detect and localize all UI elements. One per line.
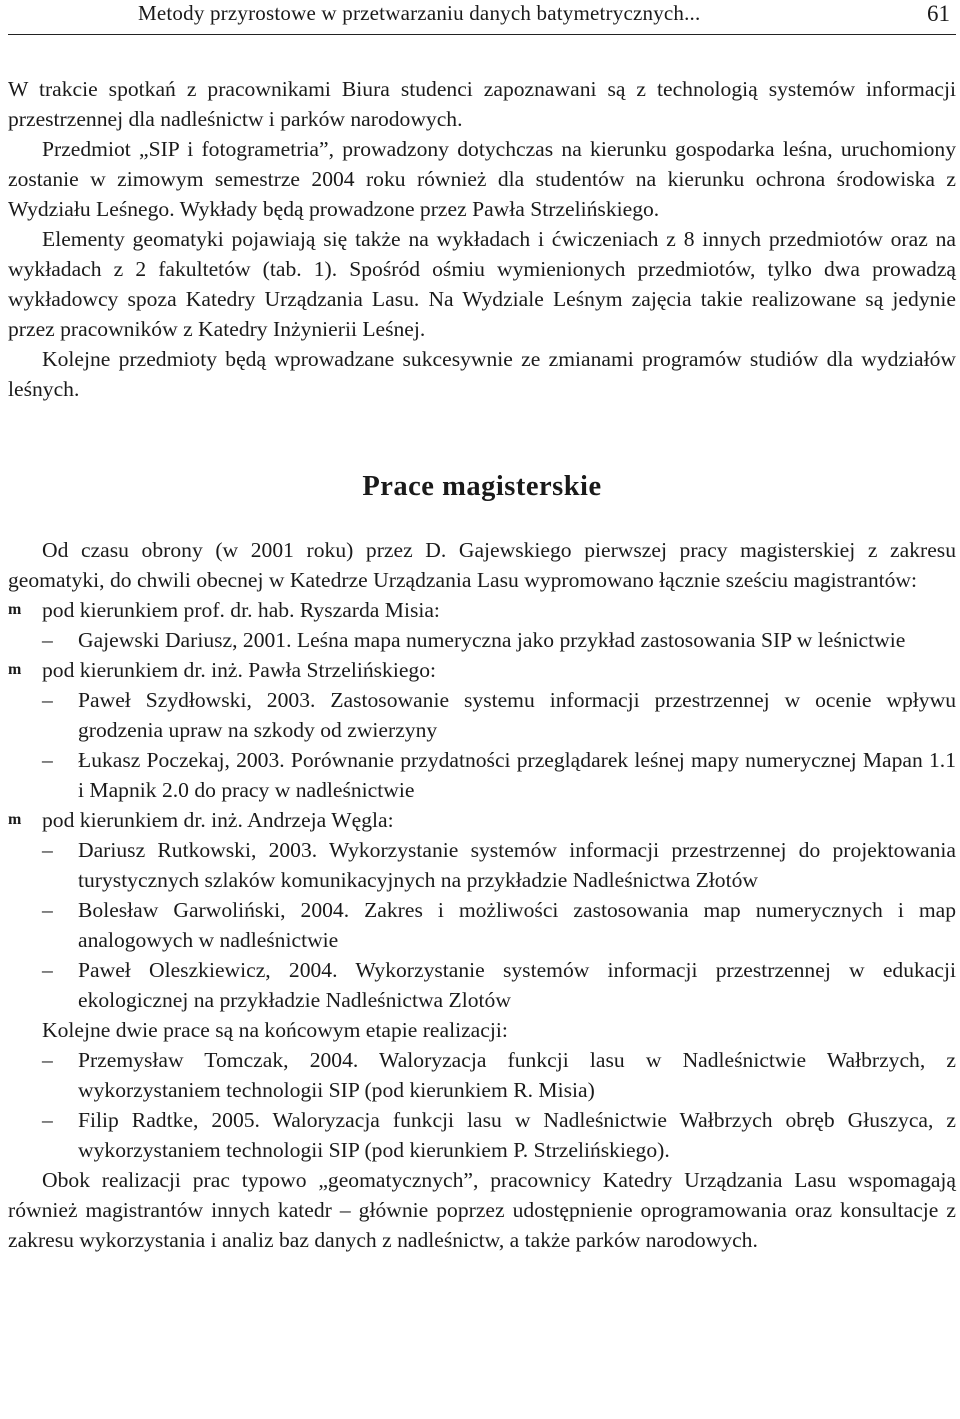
bullet-marker: m xyxy=(8,601,22,618)
dash-marker: – xyxy=(42,1048,53,1072)
thesis-item xyxy=(8,625,956,655)
dash-marker: – xyxy=(42,688,53,712)
page-number: 61 xyxy=(927,1,950,26)
thesis-text: Filip Radtke, 2005. Waloryzacja funkcji lasu w Nadleśnictwie Wałbrzych obręb Głuszyca, z wykorzystaniem technologii SIP (pod kierunkiem P. Strzelińskiego). xyxy=(78,1108,956,1162)
bullet-marker: m xyxy=(8,811,22,828)
thesis-text: Paweł Szydłowski, 2003. Zastosowanie systemu informacji przestrzennej w ocenie wpływu grodzenia upraw na szkody od zwierzyny xyxy=(78,688,956,742)
thesis-text: Gajewski Dariusz, 2001. Leśna mapa numeryczna jako przykład zastosowania SIP w leśnictwie xyxy=(78,628,906,652)
ongoing-thesis-item xyxy=(8,1045,956,1105)
intro-paragraph-2: Przedmiot „SIP i fotogrametria”, prowadzony dotychczas na kierunku gospodarka leśna, uruchomiony zostanie w zimowym semestrze 2004 roku również dla studentów na kierunku ochrona środowiska z Wydziału Leśnego. Wykłady będą prowadzone przez Pawła Strzelińskiego. xyxy=(8,137,956,221)
intro-paragraph-3: Elementy geomatyki pojawiają się także na wykładach i ćwiczeniach z 8 innych przedmiotów oraz na wykładach z 2 fakultetów (tab. 1). Spośród ośmiu wymienionych przedmiotów, tylko dwa prowadzą wykładowcy spoza Katedry Urządzania Lasu. Na Wydziale Leśnym zajęcia takie realizowane są jedynie przez pracowników z Katedry Inżynierii Leśnej. xyxy=(8,227,956,341)
thesis-item xyxy=(8,745,956,805)
dash-marker: – xyxy=(42,748,53,772)
closing-paragraph: Obok realizacji prac typowo „geomatycznych”, pracownicy Katedry Urządzania Lasu wspomagają również magistrantów innych katedr – głównie poprzez udostępnienie oprogramowania oraz konsultacje z zakresu wykorzystania i analiz baz danych z nadleśnictw, a także parków narodowych. xyxy=(8,1168,956,1252)
dash-marker: – xyxy=(42,628,53,652)
thesis-text: Bolesław Garwoliński, 2004. Zakres i możliwości zastosowania map numerycznych i map analogowych w nadleśnictwie xyxy=(78,898,956,952)
dash-marker: – xyxy=(42,838,53,862)
supervisor-item xyxy=(8,805,956,835)
section-lead-paragraph: Od czasu obrony (w 2001 roku) przez D. Gajewskiego pierwszej pracy magisterskiej z zakresu geomatyki, do chwili obecnej w Katedrze Urządzania Lasu wypromowano łącznie sześciu magistrantów: xyxy=(8,538,956,592)
intro-paragraph-4: Kolejne przedmioty będą wprowadzane sukcesywnie ze zmianami programów studiów dla wydziałów leśnych. xyxy=(8,347,956,401)
thesis-text: Przemysław Tomczak, 2004. Waloryzacja funkcji lasu w Nadleśnictwie Wałbrzych, z wykorzystaniem technologii SIP (pod kierunkiem R. Misia) xyxy=(78,1048,956,1102)
page-header xyxy=(8,0,956,35)
bullet-marker: m xyxy=(8,661,22,678)
supervisor-label: pod kierunkiem dr. inż. Pawła Strzelińskiego: xyxy=(42,658,437,682)
supervisor-item xyxy=(8,595,956,625)
intro-paragraph-1: W trakcie spotkań z pracownikami Biura studenci zapoznawani są z technologią systemów informacji przestrzennej dla nadleśnictw i parków narodowych. xyxy=(8,77,956,131)
thesis-item xyxy=(8,835,956,895)
thesis-item xyxy=(8,895,956,955)
thesis-text: Dariusz Rutkowski, 2003. Wykorzystanie systemów informacji przestrzennej do projektowania turystycznych szlaków komunikacyjnych na przykładzie Nadleśnictwa Złotów xyxy=(78,838,956,892)
dash-marker: – xyxy=(42,958,53,982)
ongoing-intro: Kolejne dwie prace są na końcowym etapie realizacji: xyxy=(42,1018,508,1042)
running-title: Metody przyrostowe w przetwarzaniu danych batymetrycznych... xyxy=(138,1,701,25)
supervisor-item xyxy=(8,655,956,685)
thesis-item xyxy=(8,955,956,1015)
section-heading: Prace magisterskie xyxy=(362,471,602,502)
supervisor-label: pod kierunkiem dr. inż. Andrzeja Węgla: xyxy=(42,808,394,832)
dash-marker: – xyxy=(42,898,53,922)
page-body xyxy=(8,74,956,1255)
thesis-text: Łukasz Poczekaj, 2003. Porównanie przydatności przeglądarek leśnej mapy numerycznej Mapan 1.1 i Mapnik 2.0 do pracy w nadleśnictwie xyxy=(78,748,956,802)
thesis-item xyxy=(8,685,956,745)
supervisor-label: pod kierunkiem prof. dr. hab. Ryszarda Misia: xyxy=(42,598,440,622)
ongoing-thesis-item xyxy=(8,1105,956,1165)
thesis-text: Paweł Oleszkiewicz, 2004. Wykorzystanie systemów informacji przestrzennej w edukacji ekologicznej na przykładzie Nadleśnictwa Zlotów xyxy=(78,958,956,1012)
dash-marker: – xyxy=(42,1108,53,1132)
